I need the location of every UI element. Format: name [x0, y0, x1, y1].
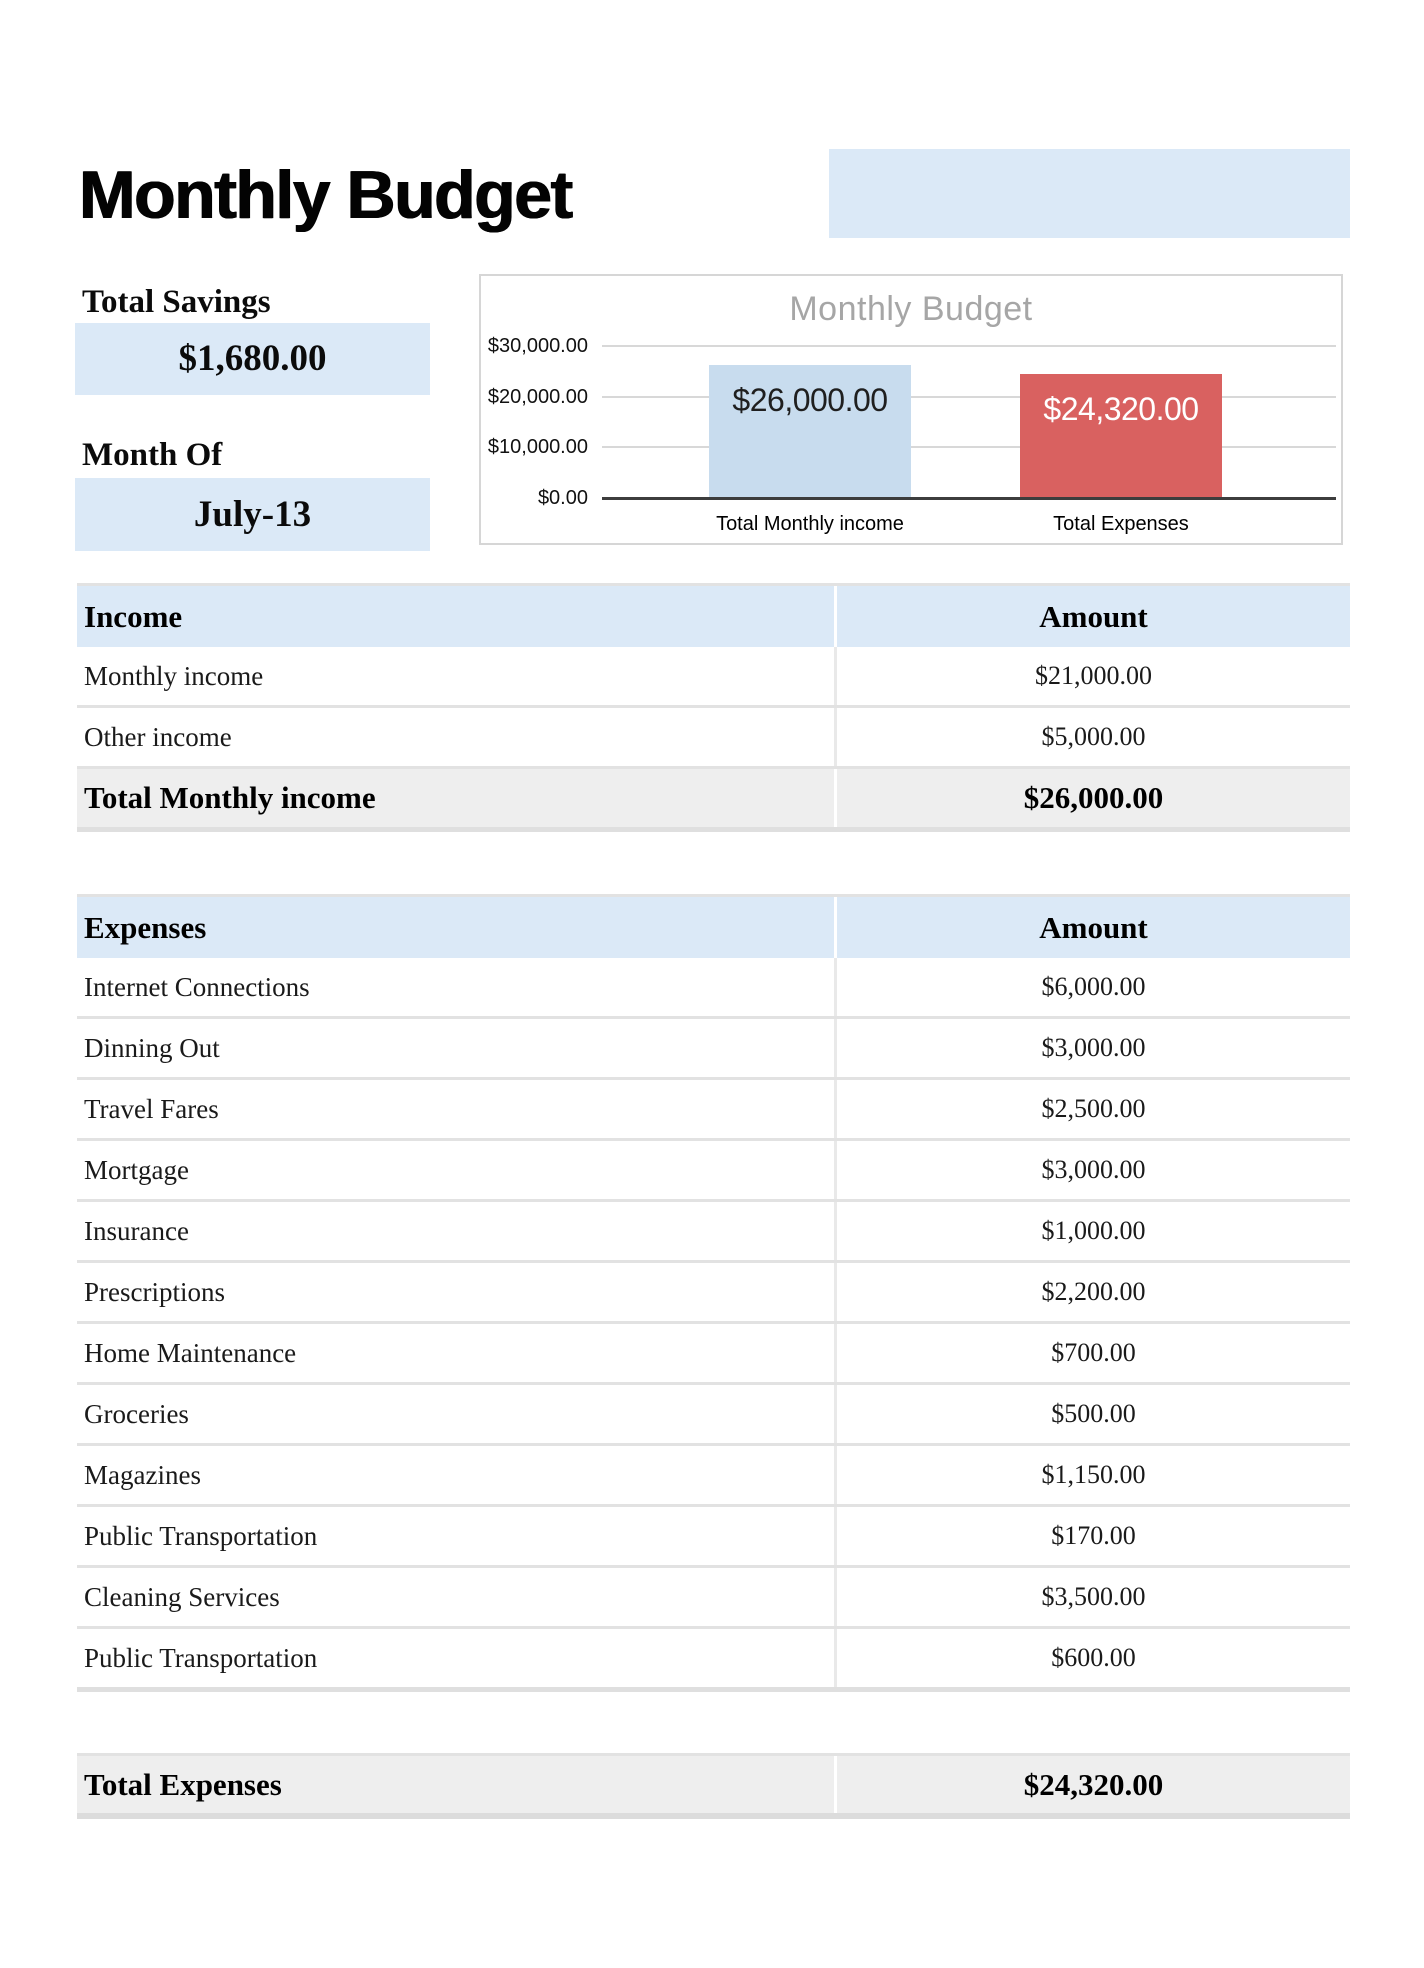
total-expenses-label: Total Expenses: [77, 1756, 837, 1813]
row-amount: $500.00: [1051, 1399, 1136, 1428]
table-row: [77, 1565, 1350, 1626]
row-label: Cleaning Services: [77, 1568, 837, 1626]
row-amount: $21,000.00: [1035, 661, 1152, 690]
table-row: [77, 1443, 1350, 1504]
row-label: Public Transportation: [77, 1629, 837, 1687]
income-total-amount: $26,000.00: [1023, 780, 1164, 815]
x-axis-category-label: Total Expenses: [1053, 513, 1189, 535]
expenses-header-label: Expenses: [77, 897, 837, 958]
table-row: [77, 1382, 1350, 1443]
table-row: [77, 1077, 1350, 1138]
row-label: Groceries: [77, 1385, 837, 1443]
row-label: Public Transportation: [77, 1507, 837, 1565]
expenses-header-amount: Amount: [1039, 910, 1148, 945]
row-label: Dinning Out: [77, 1019, 837, 1077]
total-expenses-amount: $24,320.00: [1023, 1767, 1164, 1802]
chart-gridline: [602, 345, 1336, 347]
row-amount: $1,150.00: [1041, 1460, 1146, 1489]
y-axis-tick-label: $10,000.00: [487, 436, 588, 459]
row-amount: $2,500.00: [1041, 1094, 1146, 1123]
income-header-amount: Amount: [1039, 599, 1148, 634]
page-title: Monthly Budget: [79, 157, 572, 233]
expenses-table: [77, 894, 1350, 1692]
table-row: [77, 1504, 1350, 1565]
row-label: Monthly income: [77, 647, 837, 705]
income-table: [77, 583, 1350, 832]
table-row: [77, 647, 1350, 705]
row-amount: $3,000.00: [1041, 1033, 1146, 1062]
chart-x-axis-line: [602, 497, 1336, 500]
bar-value-label: $24,320.00: [1043, 391, 1199, 427]
total-expenses-row: [77, 1753, 1350, 1819]
expenses-table-header-row: [77, 897, 1350, 958]
bar-value-label: $26,000.00: [732, 382, 888, 418]
row-label: Home Maintenance: [77, 1324, 837, 1382]
budget-bar-chart: [479, 274, 1343, 545]
income-total-row: [77, 766, 1350, 827]
row-amount: $2,200.00: [1041, 1277, 1146, 1306]
row-label: Mortgage: [77, 1141, 837, 1199]
income-total-label: Total Monthly income: [77, 769, 837, 827]
row-label: Travel Fares: [77, 1080, 837, 1138]
y-axis-tick-label: $20,000.00: [487, 385, 588, 408]
income-table-header-row: [77, 586, 1350, 647]
income-header-label: Income: [77, 586, 837, 647]
row-label: Magazines: [77, 1446, 837, 1504]
table-row: [77, 958, 1350, 1016]
row-amount: $700.00: [1051, 1338, 1136, 1367]
table-row: [77, 1626, 1350, 1687]
table-row: [77, 1199, 1350, 1260]
row-label: Prescriptions: [77, 1263, 837, 1321]
row-label: Insurance: [77, 1202, 837, 1260]
total-savings-value-box: $1,680.00: [75, 323, 430, 395]
row-label: Internet Connections: [77, 958, 837, 1016]
row-amount: $3,000.00: [1041, 1155, 1146, 1184]
month-of-label: Month Of: [82, 437, 223, 473]
header-accent-bar: [829, 149, 1350, 238]
table-row: [77, 1016, 1350, 1077]
row-amount: $1,000.00: [1041, 1216, 1146, 1245]
row-amount: $600.00: [1051, 1643, 1136, 1672]
row-amount: $6,000.00: [1041, 972, 1146, 1001]
row-amount: $5,000.00: [1041, 722, 1146, 751]
row-amount: $170.00: [1051, 1521, 1136, 1550]
table-row: [77, 705, 1350, 766]
row-amount: $3,500.00: [1041, 1582, 1146, 1611]
row-label: Other income: [77, 708, 837, 766]
total-savings-label: Total Savings: [82, 284, 271, 320]
y-axis-tick-label: $30,000.00: [487, 335, 588, 357]
month-of-value-box: July-13: [75, 478, 430, 551]
table-row: [77, 1138, 1350, 1199]
table-row: [77, 1260, 1350, 1321]
y-axis-tick-label: $0.00: [537, 487, 588, 509]
table-row: [77, 1321, 1350, 1382]
chart-title: Monthly Budget: [789, 290, 1033, 328]
x-axis-category-label: Total Monthly income: [716, 513, 904, 535]
